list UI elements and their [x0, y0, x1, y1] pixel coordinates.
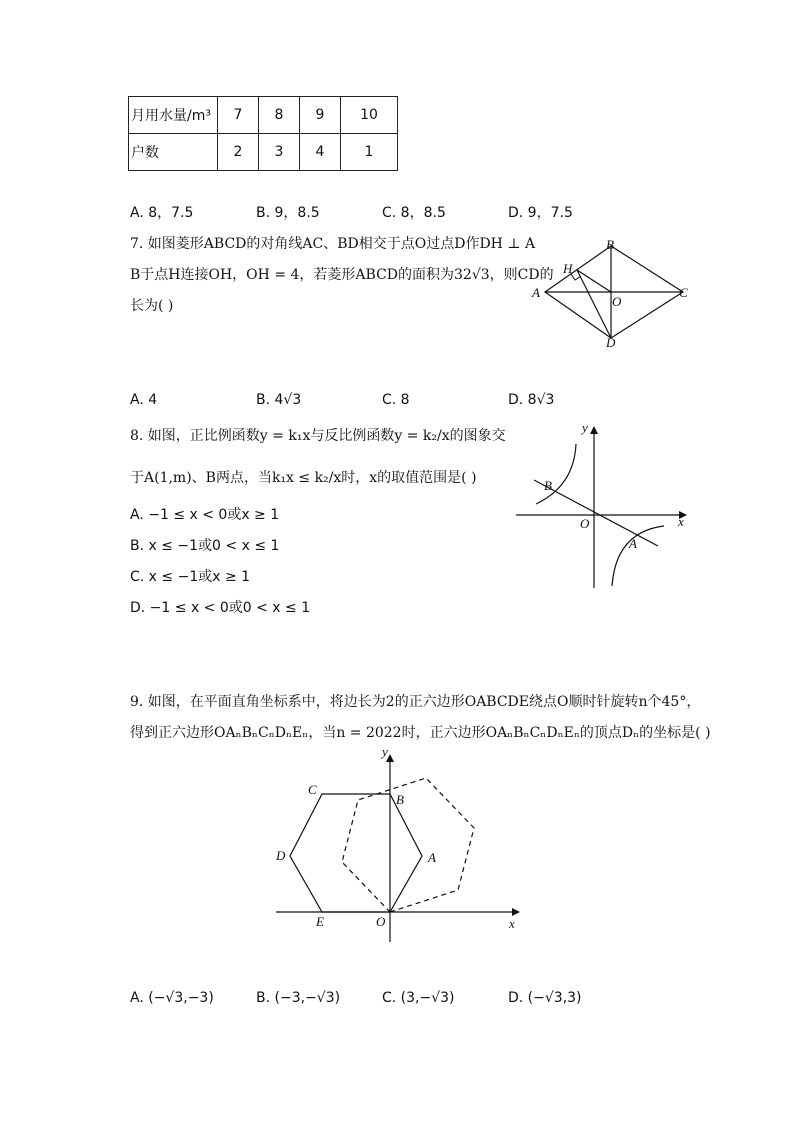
point-label-b: B [544, 478, 552, 493]
q7-question-line: B于点H连接OH，OH = 4，若菱形ABCD的面积为32√3，则CD的 [130, 267, 554, 283]
q6-option-d: D. 9，7.5 [508, 205, 573, 221]
axis-label-x: x [509, 916, 515, 931]
q9-option-d: D. (−√3,3) [508, 990, 582, 1006]
figure-label-a: A [532, 285, 540, 300]
table-cell: 7 [218, 97, 259, 134]
figure-label-o: O [612, 294, 622, 309]
vertex-label-c: C [308, 782, 317, 797]
table-cell: 1 [341, 134, 398, 171]
q7-option-b: B. 4√3 [256, 392, 302, 408]
axis-label-x: x [678, 514, 684, 529]
q7-option-a: A. 4 [130, 392, 158, 408]
q6-option-a: A. 8，7.5 [130, 205, 194, 221]
q8-option-c: C. x ≤ −1或x ≥ 1 [130, 569, 251, 585]
axis-label-y: y [582, 420, 588, 435]
table-cell: 8 [259, 97, 300, 134]
vertex-label-e: E [316, 914, 324, 929]
table-cell: 10 [341, 97, 398, 134]
q6-option-c: C. 8，8.5 [382, 205, 446, 221]
table-header-usage: 月用水量/m³ [129, 97, 218, 134]
q8-question-line: 于A(1,m)、B两点，当k₁x ≤ k₂/x时，x的取值范围是( ) [130, 470, 477, 486]
figure-label-d: D [606, 335, 616, 350]
q8-option-b: B. x ≤ −1或0 < x ≤ 1 [130, 538, 280, 554]
q9-option-c: C. (3,−√3) [382, 990, 455, 1006]
q9-question-line: 得到正六边形OAₙBₙCₙDₙEₙ，当n = 2022时，正六边形OAₙBₙCₙDₙEₙ的顶点Dₙ的坐标是( ) [130, 725, 711, 741]
table-cell: 4 [300, 134, 341, 171]
table-row [129, 134, 398, 171]
figure-label-c: C [679, 285, 688, 300]
vertex-label-d: D [276, 848, 286, 863]
rhombus-figure [525, 232, 700, 357]
table-row [129, 97, 398, 134]
q9-option-b: B. (−3,−√3) [256, 990, 341, 1006]
q7-question-line: 长为( ) [130, 298, 174, 314]
table-cell: 2 [218, 134, 259, 171]
water-usage-table [128, 96, 398, 171]
q9-option-a: A. (−√3,−3) [130, 990, 214, 1006]
q6-option-b: B. 9，8.5 [256, 205, 320, 221]
function-graph-figure [512, 420, 692, 592]
table-cell: 9 [300, 97, 341, 134]
table-header-households: 户数 [129, 134, 218, 171]
q7-option-c: C. 8 [382, 392, 410, 408]
vertex-label-b: B [396, 792, 404, 807]
q8-option-a: A. −1 ≤ x < 0或x ≥ 1 [130, 507, 280, 523]
hexagon-rotation-figure [272, 746, 532, 946]
figure-label-b: B [606, 237, 614, 252]
q7-question-line: 7. 如图菱形ABCD的对角线AC、BD相交于点O过点D作DH ⊥ A [130, 236, 536, 252]
q9-question-line: 9. 如图，在平面直角坐标系中，将边长为2的正六边形OABCDE绕点O顺时针旋转n个45°， [130, 694, 701, 710]
vertex-label-a: A [428, 850, 436, 865]
q8-option-d: D. −1 ≤ x < 0或0 < x ≤ 1 [130, 600, 311, 616]
figure-label-h: H [563, 261, 573, 276]
point-label-a: A [629, 536, 637, 551]
origin-label: O [376, 914, 386, 929]
origin-label: O [580, 516, 590, 531]
axis-label-y: y [382, 746, 388, 759]
q8-question-line: 8. 如图，正比例函数y = k₁x与反比例函数y = k₂/x的图象交 [130, 428, 506, 444]
q7-option-d: D. 8√3 [508, 392, 555, 408]
table-cell: 3 [259, 134, 300, 171]
